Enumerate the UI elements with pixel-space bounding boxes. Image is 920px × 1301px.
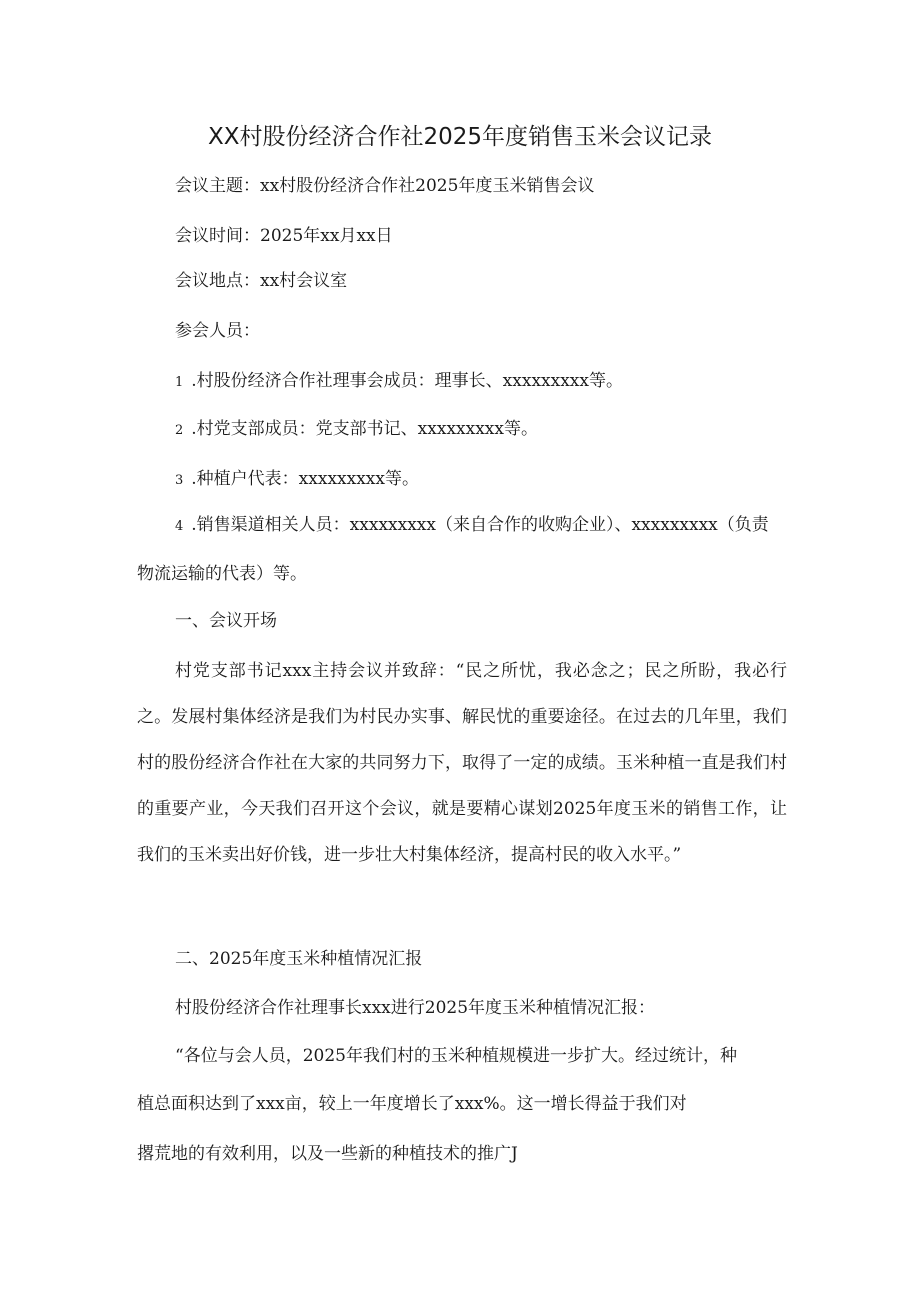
- document-title: XX村股份经济合作社2025年度销售玉米会议记录: [207, 124, 713, 150]
- attendee-number: 4: [175, 519, 184, 534]
- attendee-number: 1: [175, 375, 184, 390]
- attendee-item: [175, 370, 623, 394]
- meeting-location: 会议地点：xx村会议室: [175, 271, 348, 291]
- meeting-time: 会议时间：2025年xx月xx日: [175, 226, 393, 246]
- attendees-label: 参会人员：: [175, 321, 260, 341]
- report-quote-line: 植总面积达到了xxx亩，较上一年度增长了xxx%。这一增长得益于我们对: [137, 1094, 687, 1114]
- attendee-item: [175, 514, 769, 538]
- section-heading-opening: 一、会议开场: [175, 611, 277, 631]
- report-quote-line: 撂荒地的有效利用，以及一些新的种植技术的推广J: [137, 1144, 518, 1164]
- attendee-text: .销售渠道相关人员：xxxxxxxxx（来自合作的收购企业）、xxxxxxxxx（负责: [191, 515, 769, 535]
- attendee-text: .村股份经济合作社理事会成员：理事长、xxxxxxxxx等。: [191, 371, 623, 391]
- opening-speech-paragraph: 村党支部书记xxx主持会议并致辞：“民之所忧，我必念之；民之所盼，我必行之。发展村集体经济是我们为村民办实事、解民忧的重要途径。在过去的几年里，我们村的股份经济合作社在大家的共同努力下，取得了一定的成绩。玉米种植一直是我们村的重要产业，今天我们召开这个会议，就是要精心谋划2025年度玉米的销售工作，让我们的玉米卖出好价钱，进一步壮大村集体经济，提高村民的收入水平。”: [137, 661, 787, 865]
- report-intro: 村股份经济合作社理事长xxx进行2025年度玉米种植情况汇报：: [175, 998, 656, 1018]
- meeting-topic: 会议主题：xx村股份经济合作社2025年度玉米销售会议: [175, 176, 595, 196]
- attendee-continuation: 物流运输的代表）等。: [137, 564, 307, 584]
- section-heading-report: 二、2025年度玉米种植情况汇报: [175, 949, 423, 969]
- attendee-number: 2: [175, 423, 184, 438]
- attendee-number: 3: [175, 473, 184, 488]
- attendee-item: [175, 418, 538, 442]
- attendee-text: .种植户代表：xxxxxxxxx等。: [191, 469, 419, 489]
- report-quote-line: “各位与会人员，2025年我们村的玉米种植规模进一步扩大。经过统计，种: [175, 1046, 737, 1066]
- attendee-item: [175, 468, 419, 492]
- attendee-text: .村党支部成员：党支部书记、xxxxxxxxx等。: [191, 419, 538, 439]
